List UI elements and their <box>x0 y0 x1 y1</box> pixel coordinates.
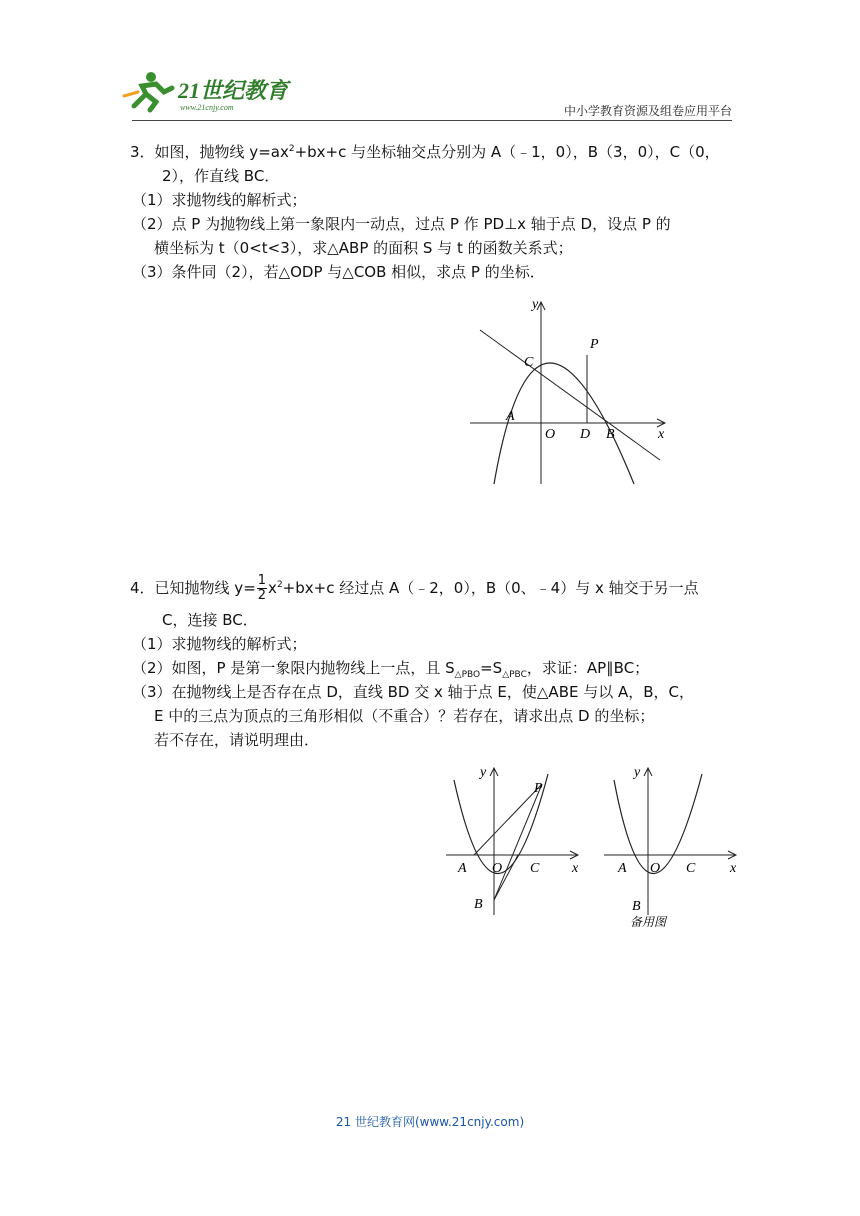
q3-part2-line1: （2）点 P 为抛物线上第一象限内一动点，过点 P 作 PD⊥x 轴于点 D，设点 P 的 <box>132 215 671 233</box>
logo-21cnjy <box>120 66 300 114</box>
q4f1-x-label: x <box>572 861 579 876</box>
q4-fraction: $\frac{1}{2}$ <box>257 573 267 603</box>
q4f2-label-c: C <box>686 861 696 876</box>
q3-figure <box>470 292 680 488</box>
q3-x-label: x <box>658 427 665 442</box>
svg-text:21世纪教育: 21世纪教育 <box>178 78 289 103</box>
q4-figure-main <box>444 760 594 920</box>
q3-line1: 3．如图，抛物线 $y=ax^2+bx+c$ 与坐标轴交点分别为 A（﹣1，0），B（3，0），C（0， <box>130 143 720 161</box>
q4-part3-line3: 若不存在，请说明理由． <box>154 731 320 749</box>
page-footer: 21 世纪教育网(www.21cnjy.com) <box>335 1115 525 1129</box>
platform-name: 中小学教育资源及组卷应用平台 <box>563 104 732 118</box>
q3-part2-line2: 横坐标为 t（0<t<3），求△ABP 的面积 S 与 t 的函数关系式； <box>154 239 573 257</box>
q4-line2: C，连接 BC． <box>162 611 258 629</box>
svg-text:www.21cnjy.com: www.21cnjy.com <box>180 103 234 112</box>
q4f1-label-o: O <box>492 861 503 876</box>
q4-figure-spare <box>602 760 742 935</box>
page-header <box>120 66 732 122</box>
q4-line1: 4．已知抛物线 y= $\frac{1}{2}$ $x^2+bx+c$ 经过点 A（﹣2，0），B（0、﹣4）与 x 轴交于另一点 <box>130 573 699 603</box>
q4f2-caption: 备用图 <box>630 915 667 929</box>
q4-part2: （2）如图，P 是第一象限内抛物线上一点，且 $S_{\triangle PBO}=S_{\triangle PBC}$，求证：AP∥BC； <box>132 659 650 680</box>
q3-label-d: D <box>580 427 591 442</box>
q3-label-c: C <box>524 355 534 370</box>
q3-part1: （1）求抛物线的解析式； <box>132 191 307 209</box>
q3-line-bc <box>480 330 660 460</box>
q4f1-y-label: y <box>480 765 487 780</box>
q4-part3-line1: （3）在抛物线上是否存在点 D，直线 BD 交 x 轴于点 E，使△ABE 与以 A，B，C， <box>132 683 695 701</box>
q4f2-y-label: y <box>634 765 641 780</box>
q3-label-p: P <box>590 337 599 352</box>
q4f1-label-p: P <box>534 781 543 796</box>
header-divider <box>132 120 732 121</box>
q3-label-o: O <box>545 427 556 442</box>
q3-label-a: A <box>506 409 515 424</box>
q4f2-label-a: A <box>618 861 627 876</box>
q4-part3-line2: E 中的三点为顶点的三角形相似（不重合）？若存在，请求出点 D 的坐标； <box>154 707 655 725</box>
q4f2-label-b: B <box>632 899 641 914</box>
q4-spare-parabola <box>614 774 702 874</box>
q3-part3: （3）条件同（2），若△ODP 与△COB 相似，求点 P 的坐标． <box>132 263 545 281</box>
q4f2-x-label: x <box>730 861 737 876</box>
q3-y-label: y <box>532 297 539 312</box>
q3-line2: 2），作直线 BC． <box>162 167 280 185</box>
q4f1-label-b: B <box>474 897 483 912</box>
q4f1-label-c: C <box>530 861 540 876</box>
q4f1-label-a: A <box>458 861 467 876</box>
q3-label-b: B <box>606 427 615 442</box>
q4f2-label-o: O <box>650 861 661 876</box>
q4-part1: （1）求抛物线的解析式； <box>132 635 307 653</box>
